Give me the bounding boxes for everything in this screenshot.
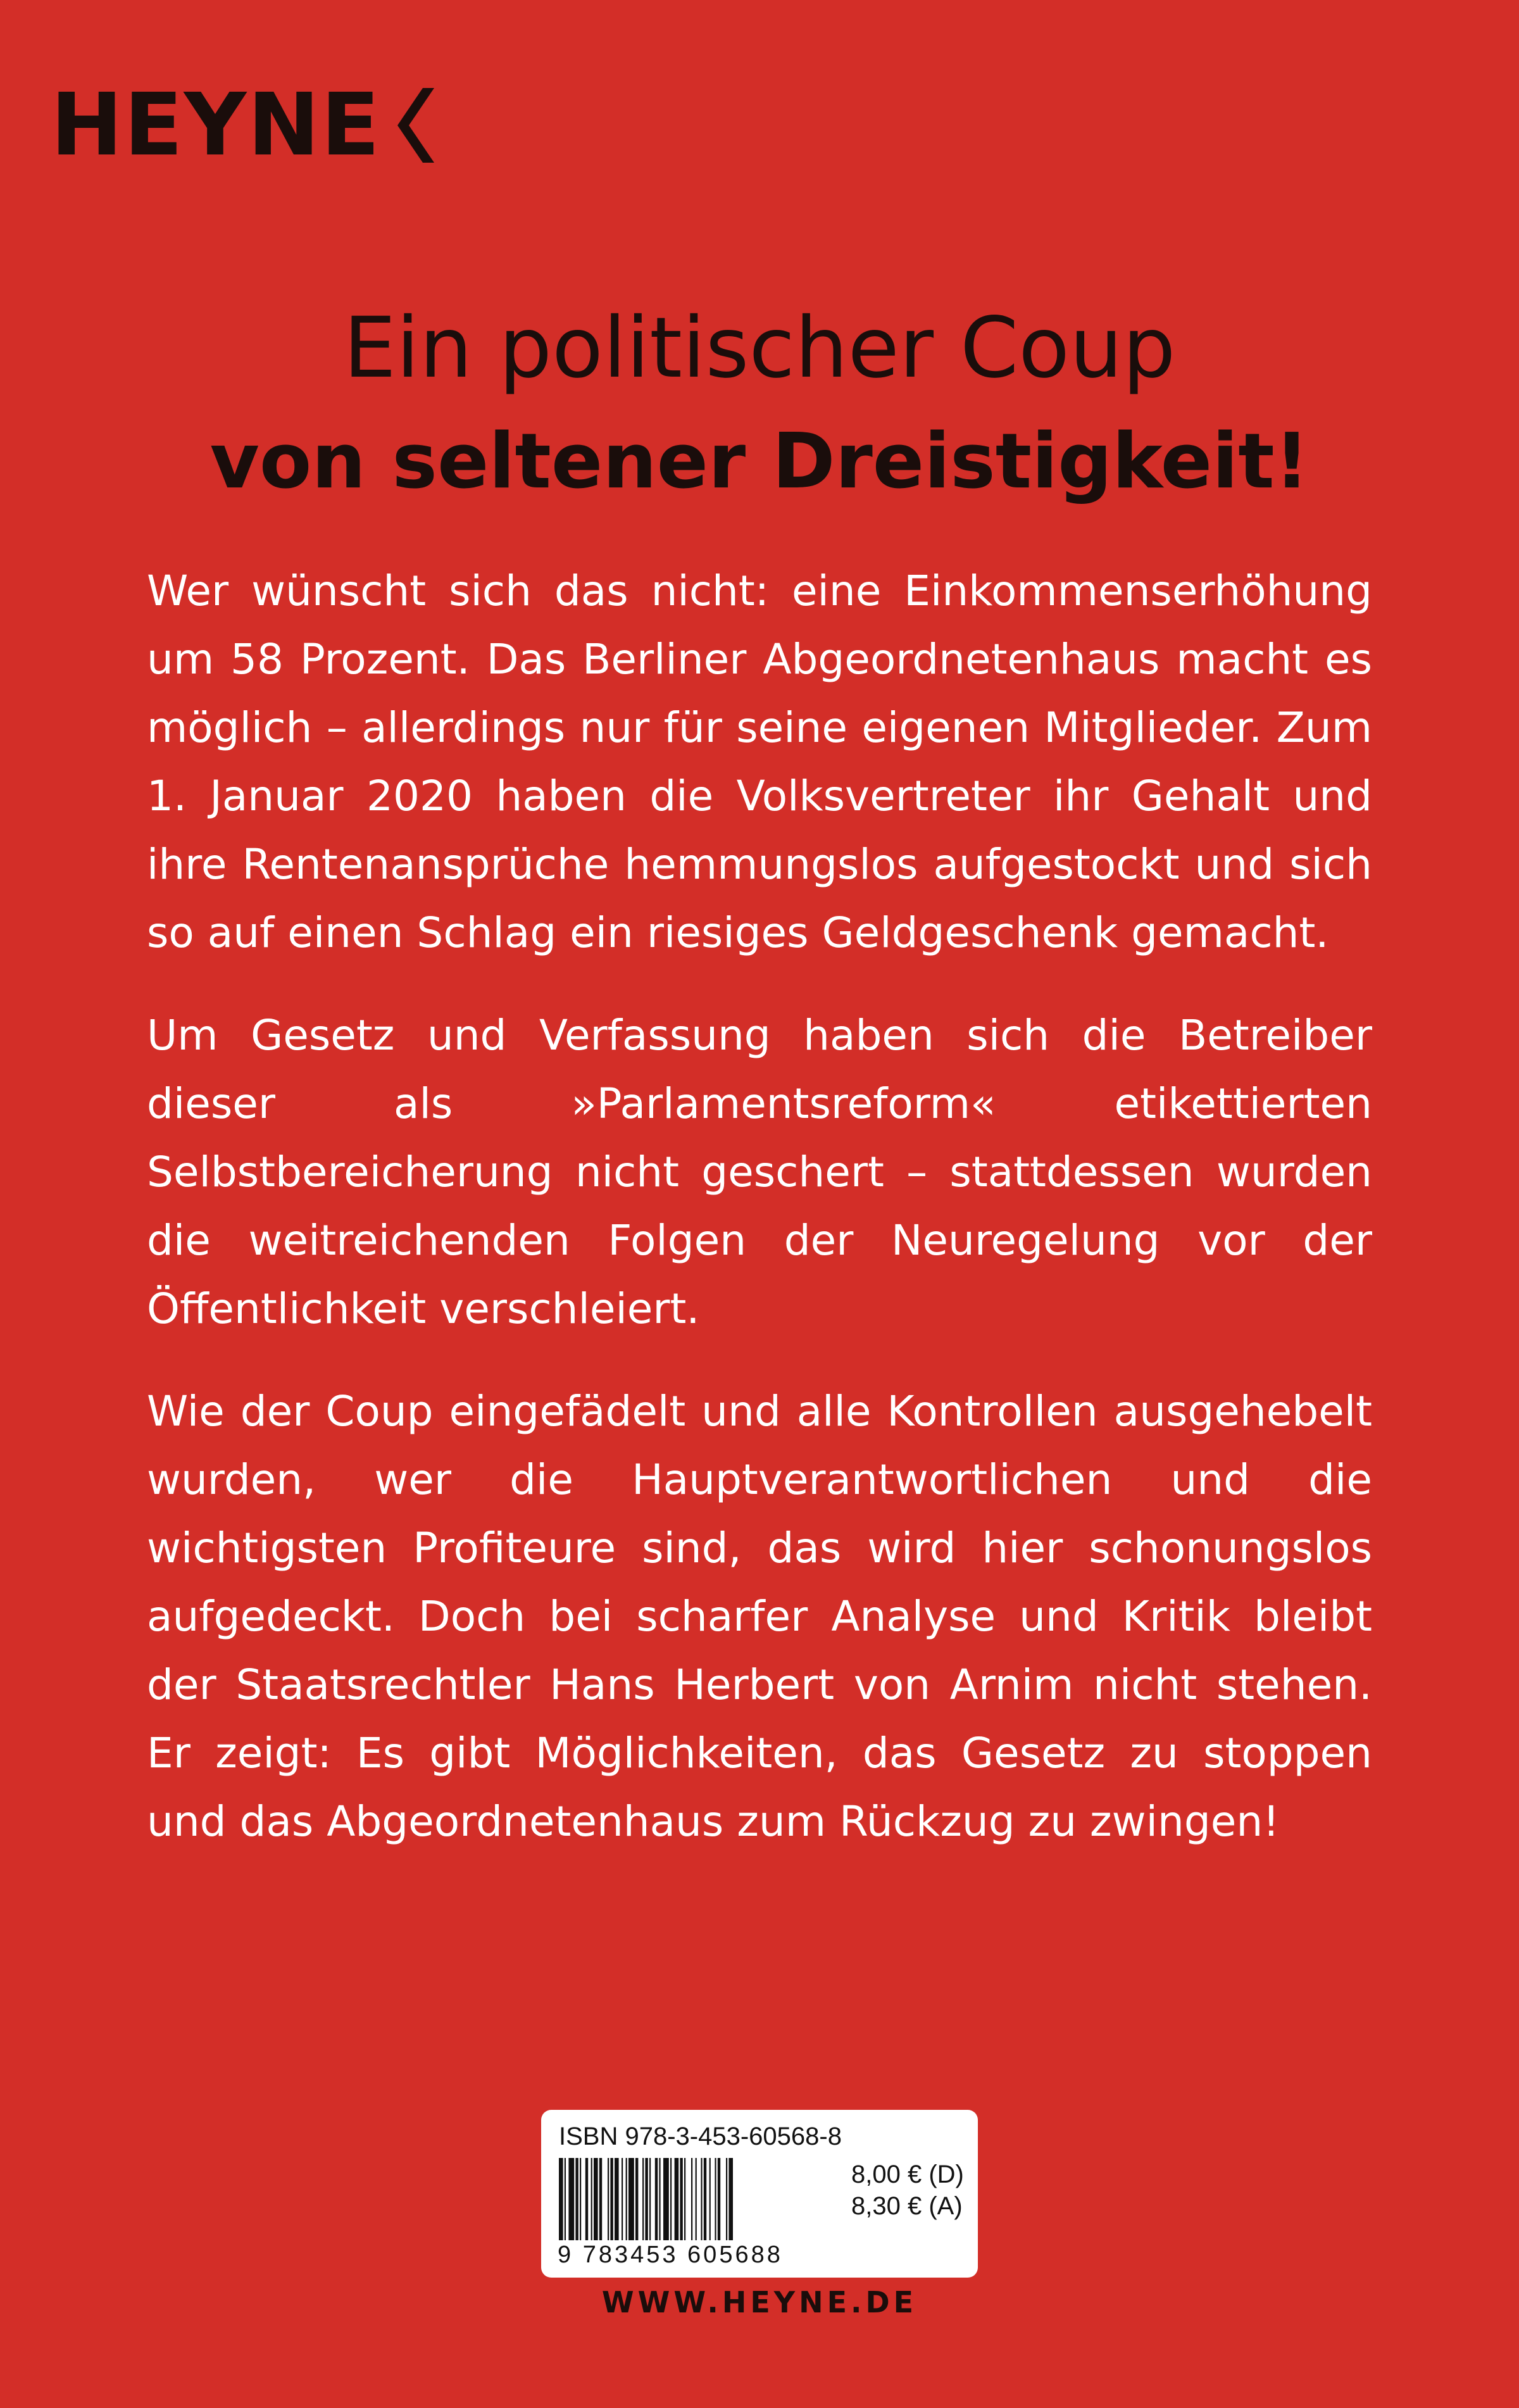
publisher-url: WWW.HEYNE.DE xyxy=(601,2285,918,2319)
barcode-digits: 9 783453 605688 xyxy=(558,2242,783,2268)
barcode-bar xyxy=(680,2158,682,2240)
blurb-paragraph-1: Wer wünscht sich das nicht: eine Einkommenserhöhung um 58 Prozent. Das Berliner Abgeordnetenhaus macht es möglich – allerdings nur für seine eigenen Mitglieder. Zum 1. Januar 2020 haben die Volksvertreter ihr Gehalt und ihre Rentenansprüche hemmungslos aufgestockt und sich so auf einen Schlag ein riesiges Geldgeschenk gemacht. xyxy=(147,567,1372,957)
barcode-bar xyxy=(599,2158,602,2240)
headline-line-1: Ein politischer Coup xyxy=(343,299,1176,397)
barcode-bar xyxy=(691,2158,692,2240)
chevron-left-icon xyxy=(397,88,434,163)
barcode-bar xyxy=(610,2158,613,2240)
barcode-bar xyxy=(645,2158,647,2240)
barcode-bar xyxy=(575,2158,578,2240)
barcode-bar xyxy=(659,2158,660,2240)
barcode-bar xyxy=(628,2158,634,2240)
barcode-bar xyxy=(696,2158,697,2240)
barcode-bar xyxy=(704,2158,706,2240)
isbn-number: ISBN 978-3-453-60568-8 xyxy=(559,2123,842,2150)
barcode-bar xyxy=(675,2158,679,2240)
barcode-bar xyxy=(635,2158,638,2240)
barcode-bar xyxy=(655,2158,658,2240)
barcode-bar xyxy=(626,2158,627,2240)
barcode-icon xyxy=(559,2158,825,2240)
barcode-bar xyxy=(585,2158,588,2240)
headline-line-2: von seltener Dreistigkeit! xyxy=(209,418,1310,506)
barcode-bar xyxy=(663,2158,669,2240)
blurb-text xyxy=(147,557,1372,1890)
publisher-logo xyxy=(51,75,434,176)
barcode-bar xyxy=(591,2158,592,2240)
barcode-bar xyxy=(715,2158,716,2240)
barcode-bar xyxy=(684,2158,685,2240)
price-austria: 8,30 € (A) xyxy=(851,2192,963,2220)
blurb-paragraph-2: Um Gesetz und Verfassung haben sich die Betreiber dieser als »Parlamentsreform« etikettierten Selbstbereicherung nicht geschert – stattdessen wurden die weitreichenden Folgen der Neuregelung vor der Öffentlichkeit verschleiert. xyxy=(147,1011,1372,1333)
headline xyxy=(0,291,1519,519)
barcode-bar xyxy=(622,2158,623,2240)
barcode-bar xyxy=(615,2158,619,2240)
barcode-bar xyxy=(728,2158,733,2240)
barcode-bar xyxy=(709,2158,711,2240)
barcode-bar xyxy=(608,2158,609,2240)
publisher-logo-text: HEYNE xyxy=(51,75,381,175)
barcode-bar xyxy=(649,2158,651,2240)
barcode-bar xyxy=(670,2158,672,2240)
barcode-bar xyxy=(565,2158,566,2240)
barcode-label xyxy=(541,2110,978,2278)
barcode-bar xyxy=(559,2158,563,2240)
barcode-bar xyxy=(594,2158,598,2240)
barcode-bar xyxy=(718,2158,720,2240)
price-germany: 8,00 € (D) xyxy=(851,2160,964,2188)
blurb-paragraph-3: Wie der Coup eingefädelt und alle Kontrollen ausgehebelt wurden, wer die Hauptverantwortlichen und die wichtigsten Profiteure sind, das wird hier schonungslos aufgedeckt. Doch bei scharfer Analyse und Kritik bleibt der Staatsrechtler Hans Herbert von Arnim nicht stehen. Er zeigt: Es gibt Möglichkeiten, das Gesetz zu stoppen und das Abgeordnetenhaus zum Rückzug zu zwingen! xyxy=(147,1387,1372,1846)
barcode-bar xyxy=(568,2158,574,2240)
barcode-bar xyxy=(701,2158,702,2240)
barcode-bar xyxy=(642,2158,644,2240)
barcode-bar xyxy=(580,2158,581,2240)
barcode-bar xyxy=(726,2158,727,2240)
